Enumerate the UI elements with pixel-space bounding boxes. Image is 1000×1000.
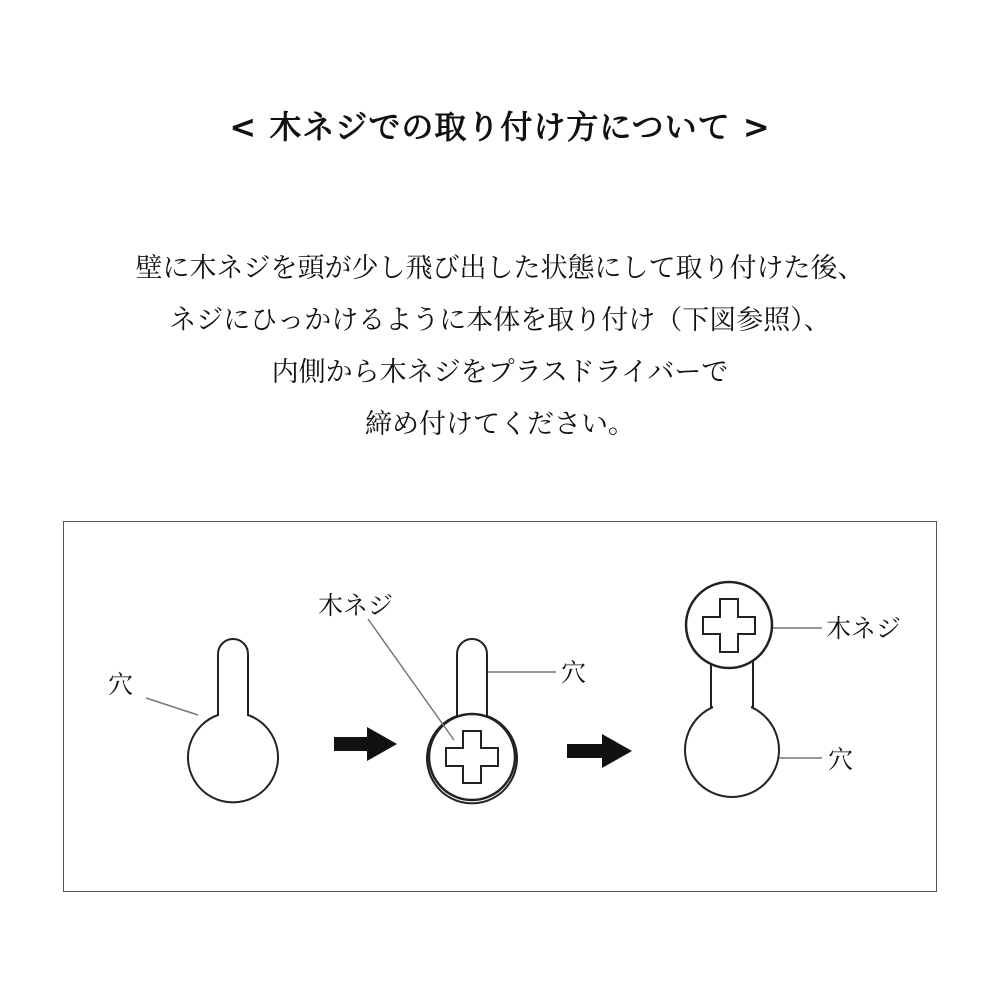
step2-screw-label: 木ネジ [318, 591, 394, 620]
step1-keyhole [188, 639, 278, 802]
step3-keyhole [685, 652, 779, 797]
instruction-line: 内側から木ネジをプラスドライバーで [271, 357, 729, 388]
step3-screw-head-icon [686, 582, 772, 668]
step2-screw-head-icon [429, 714, 515, 800]
arrow-right-icon [334, 727, 397, 761]
step2-hole-label: 穴 [561, 658, 587, 687]
step1-hole-label: 穴 [108, 670, 134, 699]
step3-screw-label: 木ネジ [826, 614, 902, 643]
step2-screw-leader-line [368, 619, 454, 740]
instruction-line: ネジにひっかけるように本体を取り付け（下図参照）、 [169, 305, 831, 336]
arrow-right-icon [567, 734, 632, 768]
page-title: < 木ネジでの取り付け方について > [229, 108, 771, 146]
step1-hole-leader-line [146, 698, 198, 715]
diagram-frame [63, 521, 937, 892]
instructions-text [0, 243, 1000, 451]
instruction-line: 壁に木ネジを頭が少し飛び出した状態にして取り付けた後、 [135, 253, 865, 284]
instruction-line: 締め付けてください。 [365, 409, 635, 440]
step3-hole-label: 穴 [828, 745, 854, 774]
mounting-diagram [64, 522, 938, 893]
